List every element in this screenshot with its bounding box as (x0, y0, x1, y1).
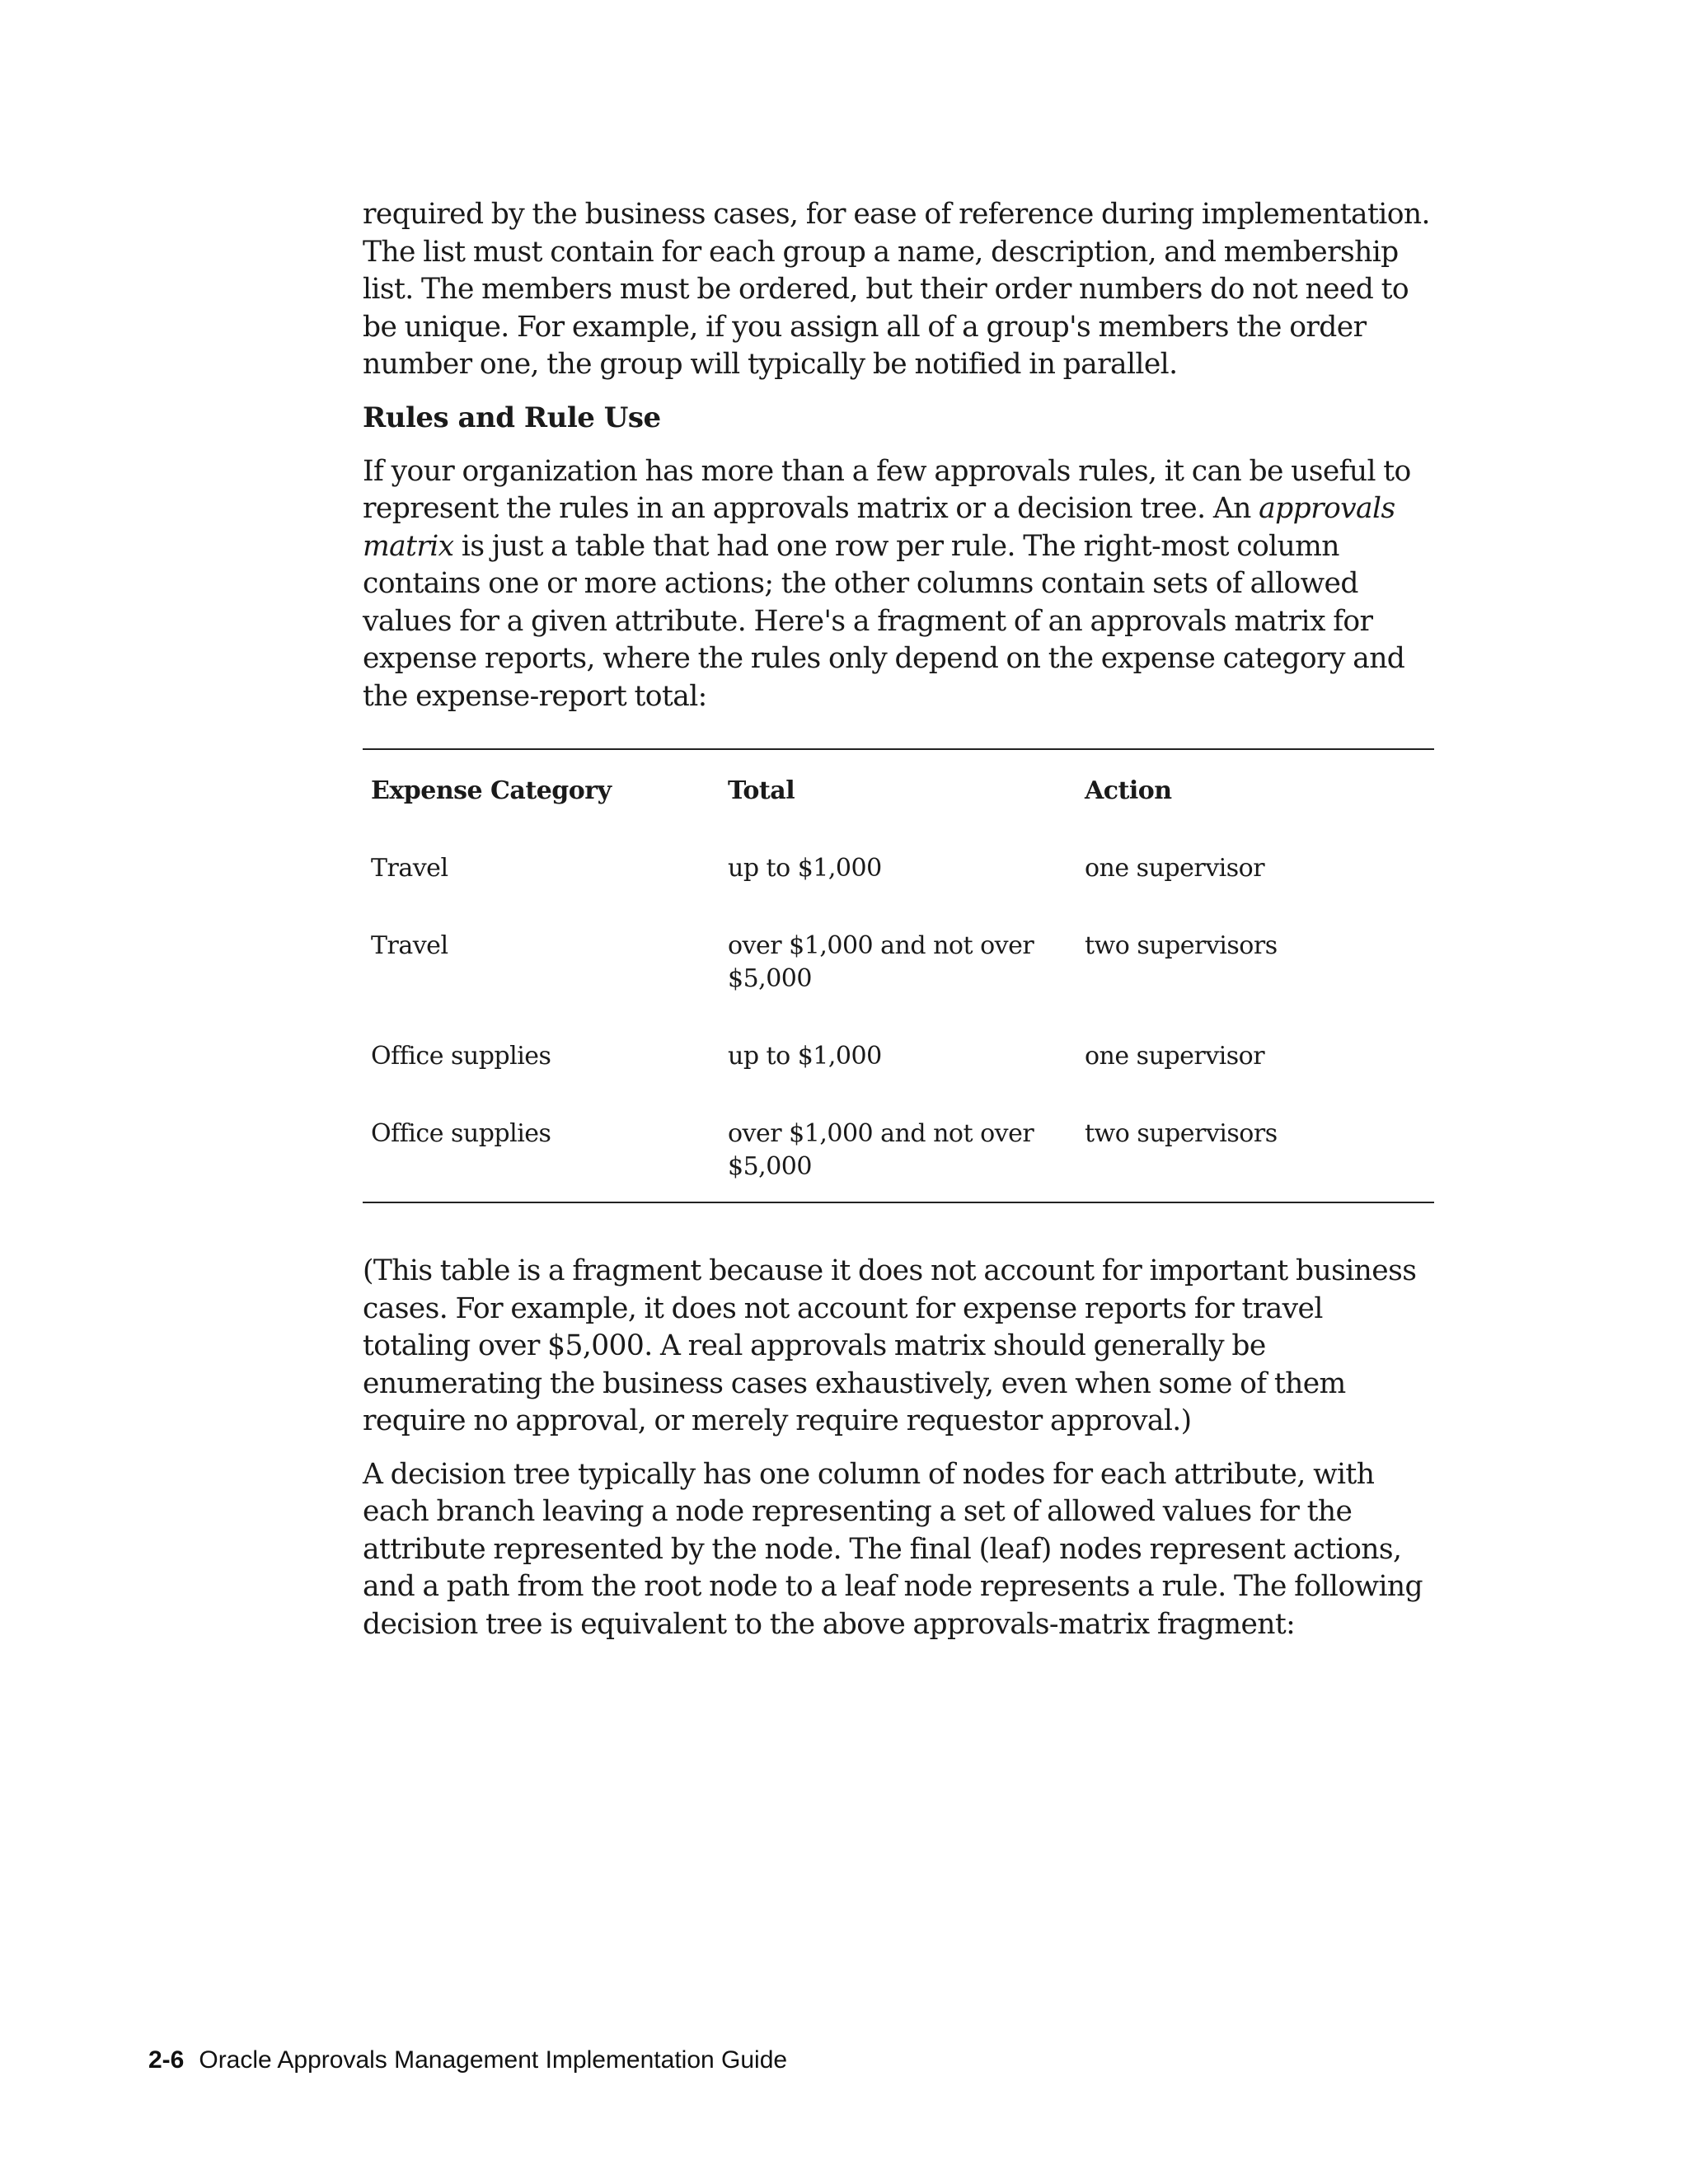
book-title: Oracle Approvals Management Implementation Guide (199, 2046, 788, 2074)
rules-text-part2: is just a table that had one row per rule. The right-most column contains one or more actions; the other columns contain sets of allowed values for a given attribute. Here's a fragment of an approvals matrix for expense reports, where the rules only depend on the expense category and the expense-report total: (363, 529, 1405, 713)
rules-paragraph (363, 453, 1434, 716)
page-footer (148, 2044, 787, 2077)
section-heading-rules: Rules and Rule Use (363, 401, 661, 434)
decision-tree-paragraph: A decision tree typically has one column of nodes for each attribute, with each branch leaving a node representing a set of allowed values for the attribute represented by the node. The final (leaf) nodes represent actions, and a path from the root node to a leaf node represents a rule. The following decision tree is equivalent to the above approvals-matrix fragment: (363, 1457, 1423, 1641)
cell-action: one supervisor (1085, 854, 1265, 883)
cell-category: Travel (371, 931, 448, 960)
cell-action: two supervisors (1085, 1119, 1278, 1148)
cell-total: over $1,000 and not over $5,000 (728, 1119, 1034, 1181)
approvals-matrix-table (363, 766, 1434, 1192)
cell-total: up to $1,000 (728, 1042, 882, 1071)
cell-total: over $1,000 and not over $5,000 (728, 931, 1034, 993)
rules-text-part1: If your organization has more than a few approvals rules, it can be useful to represent the rules in an approvals matrix or a decision tree. An (363, 454, 1411, 525)
cell-total: up to $1,000 (728, 854, 882, 883)
page-content (363, 196, 1434, 1659)
cell-category: Travel (371, 854, 448, 883)
header-expense-category: Expense Category (371, 776, 612, 805)
page-number: 2-6 (148, 2046, 185, 2074)
approvals-matrix-table-wrapper (363, 748, 1434, 1203)
header-action: Action (1085, 776, 1172, 805)
post-table-section (363, 1253, 1434, 1643)
fragment-note-paragraph: (This table is a fragment because it does not account for important business cases. For example, it does not account for expense reports for travel totaling over $5,000. A real approvals matrix should generally be enumerating the business cases exhaustively, even when some of them require no approval, or merely require requestor approval.) (363, 1254, 1417, 1437)
table-row (363, 844, 1434, 921)
table-row (363, 921, 1434, 1032)
table-row (363, 1109, 1434, 1192)
cell-category: Office supplies (371, 1042, 551, 1071)
table-header-row (363, 766, 1434, 844)
cell-action: one supervisor (1085, 1042, 1265, 1071)
cell-category: Office supplies (371, 1119, 551, 1148)
table-row (363, 1032, 1434, 1109)
intro-paragraph: required by the business cases, for ease of reference during implementation. The list must contain for each group a name, description, and membership list. The members must be ordered, but their order numbers do not need to be unique. For example, if you assign all of a group's members the order number one, the group will typically be notified in parallel. (363, 198, 1430, 381)
approvals-matrix-term: approvals matrix (363, 492, 1395, 563)
cell-action: two supervisors (1085, 931, 1278, 960)
header-total: Total (728, 776, 795, 805)
